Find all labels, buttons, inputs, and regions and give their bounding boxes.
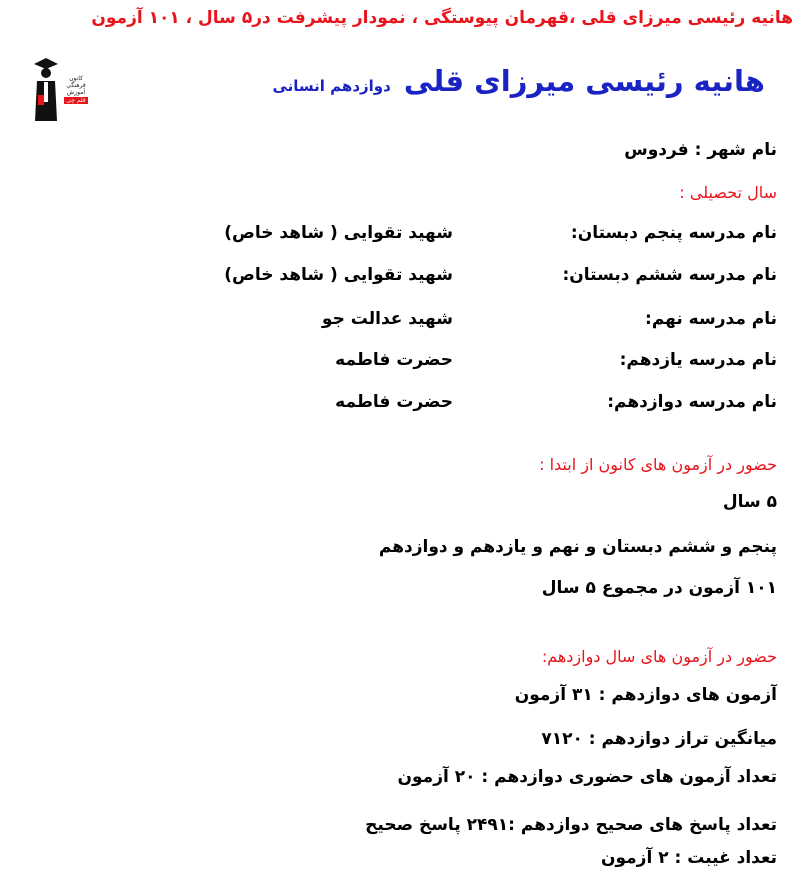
- attendance-12-label: حضور در آزمون های سال دوازدهم:: [541, 647, 777, 666]
- school-label-12: نام مدرسه دوازدهم:: [607, 392, 777, 412]
- absence-count: تعداد غیبت : ۲ آزمون: [600, 848, 777, 868]
- school-value-9: شهید عدالت جو: [321, 309, 453, 329]
- student-heading: [272, 64, 765, 98]
- logo-badge: قلم چی: [66, 97, 86, 104]
- school-value-12: حضرت فاطمه: [335, 392, 453, 412]
- logo-line-3: آموزش: [66, 89, 86, 96]
- logo-line-1: کانون: [69, 75, 83, 82]
- attendance-total-label: حضور در آزمون های کانون از ابتدا :: [539, 455, 777, 474]
- attendance-grades: پنجم و ششم دبستان و نهم و یازدهم و دوازدهم: [378, 537, 777, 557]
- header-title: هانیه رئیسی میرزای قلی ،قهرمان پیوستگی ، نمودار پیشرفت در۵ سال ، ۱۰۱ آزمون: [91, 8, 793, 28]
- school-label-6: نام مدرسه ششم دبستان:: [562, 265, 777, 285]
- student-grade: دوازدهم انسانی: [272, 77, 391, 95]
- avg-taraz-12: میانگین تراز دوازدهم : ۷۱۲۰: [541, 729, 777, 749]
- school-value-11: حضرت فاطمه: [335, 350, 453, 370]
- logo-line-2: فرهنگی: [66, 82, 86, 89]
- student-name: هانیه رئیسی میرزای قلی: [403, 64, 765, 98]
- in-person-exams-12: تعداد آزمون های حضوری دوازدهم : ۲۰ آزمون: [397, 767, 777, 787]
- school-value-6: شهید تقوایی ( شاهد خاص): [224, 265, 453, 285]
- city-line: نام شهر : فردوس: [624, 140, 777, 160]
- school-label-5: نام مدرسه پنجم دبستان:: [570, 223, 777, 243]
- attendance-years: ۵ سال: [722, 492, 777, 512]
- school-label-9: نام مدرسه نهم:: [645, 309, 777, 329]
- correct-answers-12: تعداد پاسخ های صحیح دوازدهم :۲۴۹۱ پاسخ صحیح: [365, 815, 777, 835]
- school-label-11: نام مدرسه یازدهم:: [619, 350, 777, 370]
- education-label: سال تحصیلی :: [679, 183, 777, 202]
- graduate-figure-icon: [33, 55, 59, 121]
- attendance-total-count: ۱۰۱ آزمون در مجموع ۵ سال: [541, 578, 777, 598]
- kanoon-logo: [33, 55, 93, 121]
- school-value-5: شهید تقوایی ( شاهد خاص): [224, 223, 453, 243]
- exams-12: آزمون های دوازدهم : ۳۱ آزمون: [514, 685, 777, 705]
- logo-text: [60, 75, 92, 104]
